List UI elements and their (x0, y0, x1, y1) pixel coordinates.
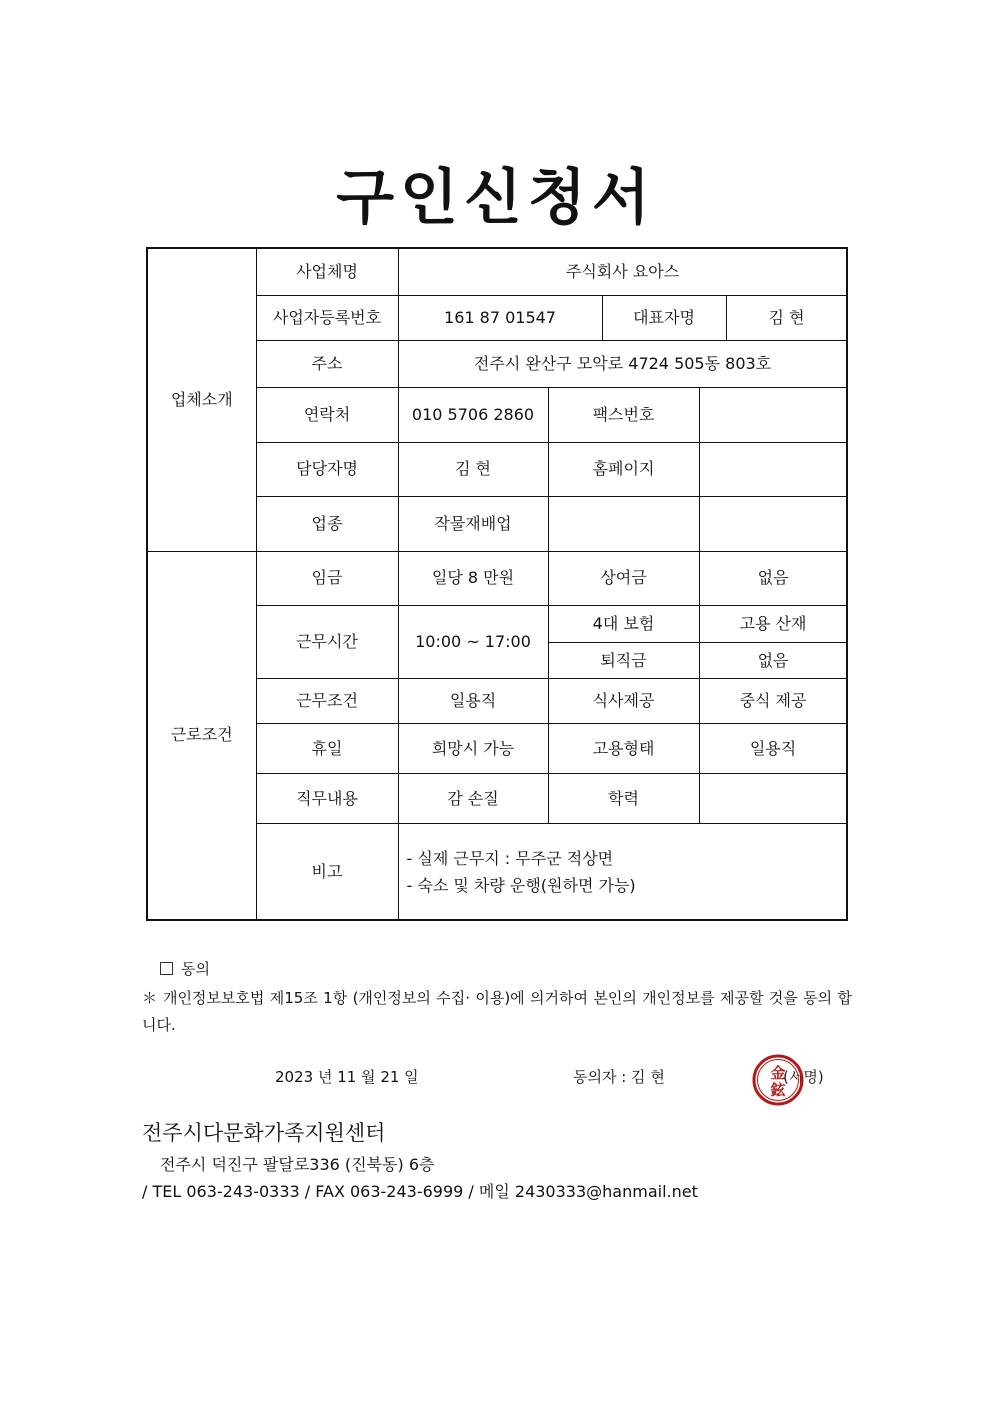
value-phone: 010 5706 2860 (398, 387, 548, 442)
label-manager: 담당자명 (256, 442, 398, 496)
section-conditions: 근로조건 (147, 551, 256, 920)
value-duty: 감 손질 (398, 774, 548, 824)
label-registration-number: 사업자등록번호 (256, 295, 398, 340)
checkbox-icon[interactable] (160, 962, 173, 975)
value-homepage (699, 442, 847, 496)
organization-name: 전주시다문화가족지원센터 (142, 1121, 386, 1145)
value-work-hours: 10:00 ~ 17:00 (398, 606, 548, 679)
label-holiday: 휴일 (256, 724, 398, 774)
label-homepage: 홈페이지 (548, 442, 699, 496)
label-insurance: 4대 보험 (548, 606, 699, 643)
seal-char-top: 金 (770, 1064, 786, 1082)
consent-date: 2023 년 11 월 21 일 (275, 1068, 419, 1086)
label-address: 주소 (256, 340, 398, 387)
value-remarks (398, 824, 847, 920)
empty-cell (548, 496, 699, 551)
label-work-type: 근무조건 (256, 679, 398, 724)
value-fax (699, 387, 847, 442)
organization-contact: / TEL 063-243-0333 / FAX 063-243-6999 / 메일 2430333@hanmail.net (142, 1182, 698, 1201)
label-meal: 식사제공 (548, 679, 699, 724)
label-bonus: 상여금 (548, 551, 699, 605)
value-address: 전주시 완산구 모악로 4724 505동 803호 (398, 340, 847, 387)
label-work-hours: 근무시간 (256, 606, 398, 679)
value-wage: 일당 8 만원 (398, 551, 548, 605)
label-severance: 퇴직금 (548, 643, 699, 679)
label-fax: 팩스번호 (548, 387, 699, 442)
section-remarks: 비고 (256, 824, 398, 920)
label-industry: 업종 (256, 496, 398, 551)
value-representative: 김 현 (726, 295, 847, 340)
value-meal: 중식 제공 (699, 679, 847, 724)
job-application-table (146, 247, 848, 921)
signature-label: (서명) (783, 1068, 824, 1086)
label-education: 학력 (548, 774, 699, 824)
consent-checkbox-label: 동의 (181, 960, 210, 978)
value-company-name: 주식회사 요아스 (398, 248, 847, 295)
value-education (699, 774, 847, 824)
label-duty: 직무내용 (256, 774, 398, 824)
remark-line: - 숙소 및 차량 운행(원하면 가능) (406, 875, 636, 895)
value-manager: 김 현 (398, 442, 548, 496)
value-insurance: 고용 산재 (699, 606, 847, 643)
value-work-type: 일용직 (398, 679, 548, 724)
remark-line: - 실제 근무지 : 무주군 적상면 (406, 848, 614, 868)
value-severance: 없음 (699, 643, 847, 679)
empty-cell (699, 496, 847, 551)
label-wage: 임금 (256, 551, 398, 605)
value-bonus: 없음 (699, 551, 847, 605)
value-employment-type: 일용직 (699, 724, 847, 774)
seal-stamp-icon (752, 1054, 804, 1106)
label-company-name: 사업체명 (256, 248, 398, 295)
organization-address: 전주시 덕진구 팔달로336 (진북동) 6층 (160, 1155, 435, 1174)
consent-checkbox[interactable] (160, 958, 210, 980)
value-industry: 작물재배업 (398, 496, 548, 551)
consent-text: ＊ 개인정보보호법 제15조 1항 (개인정보의 수집· 이용)에 의거하여 본인의 개인정보를 제공할 것을 동의 합니다. (142, 989, 852, 1034)
label-phone: 연락처 (256, 387, 398, 442)
label-employment-type: 고용형태 (548, 724, 699, 774)
section-company: 업체소개 (147, 248, 256, 551)
seal-char-bottom: 鉉 (770, 1081, 786, 1099)
label-representative: 대표자명 (602, 295, 726, 340)
value-holiday: 희망시 가능 (398, 724, 548, 774)
value-registration-number: 161 87 01547 (398, 295, 602, 340)
consent-signer: 동의자 : 김 현 (573, 1068, 665, 1086)
page-title: 구인신청서 (336, 163, 656, 233)
